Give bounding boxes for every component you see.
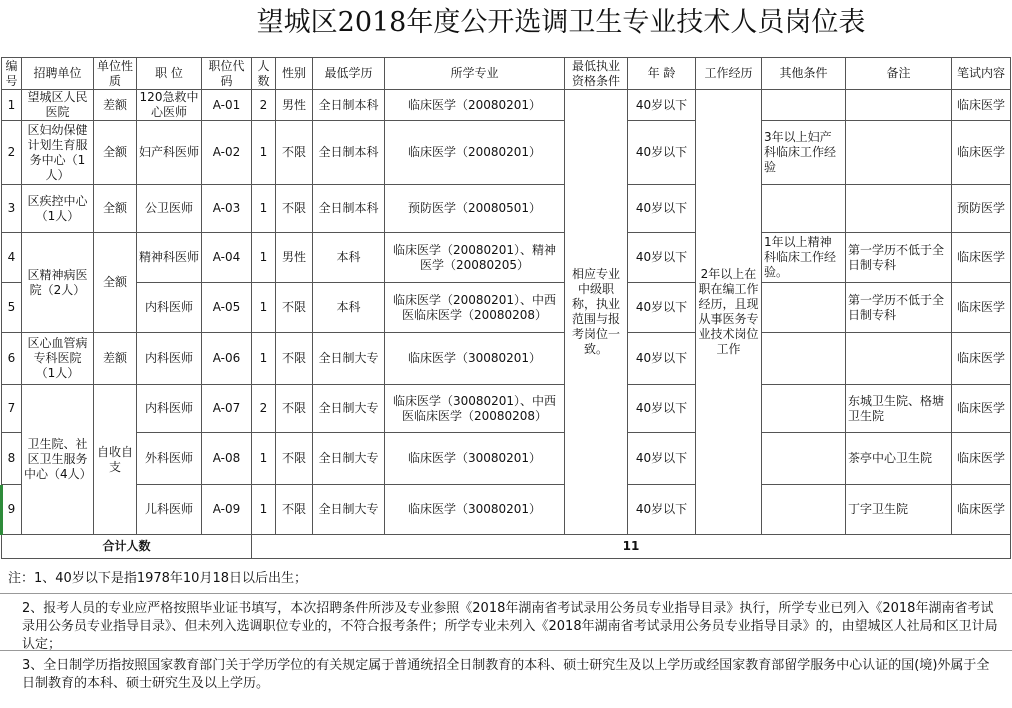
- cell-major: 临床医学（30080201）: [385, 485, 565, 535]
- cell-count: 1: [252, 233, 276, 283]
- cell-no: 4: [2, 233, 22, 283]
- cell-position: 120急救中心医师: [137, 90, 202, 121]
- table-row: [2, 333, 1011, 385]
- header-age: 年 龄: [628, 58, 696, 90]
- cell-other: [762, 283, 846, 333]
- cell-unit: 区精神病医院（2人）: [22, 233, 94, 333]
- table-row: [2, 90, 1011, 121]
- cell-education: 全日制大专: [313, 485, 385, 535]
- cell-unit: 区妇幼保健计划生育服务中心（1人）: [22, 121, 94, 185]
- cell-count: 2: [252, 90, 276, 121]
- cell-code: A-07: [202, 385, 252, 433]
- cell-education: 全日制大专: [313, 433, 385, 485]
- total-value: 11: [252, 535, 1011, 559]
- cell-unit-type: 自收自支: [94, 385, 137, 535]
- cell-remark: [846, 185, 952, 233]
- cell-major: 临床医学（30080201）: [385, 333, 565, 385]
- notes-section: [0, 565, 1012, 693]
- cell-unit: 卫生院、社区卫生服务中心（4人）: [22, 385, 94, 535]
- cell-gender: 不限: [276, 283, 313, 333]
- header-gender: 性别: [276, 58, 313, 90]
- cell-position: 内科医师: [137, 385, 202, 433]
- cell-no: 5: [2, 283, 22, 333]
- cell-no: 3: [2, 185, 22, 233]
- cell-major: 临床医学（30080201）、中西医临床医学（20080208）: [385, 385, 565, 433]
- cell-position: 内科医师: [137, 333, 202, 385]
- cell-gender: 不限: [276, 385, 313, 433]
- cell-code: A-09: [202, 485, 252, 535]
- cell-code: A-04: [202, 233, 252, 283]
- cell-count: 2: [252, 385, 276, 433]
- cell-education: 全日制本科: [313, 90, 385, 121]
- cell-unit-type: 全额: [94, 185, 137, 233]
- cell-major: 预防医学（20080501）: [385, 185, 565, 233]
- cell-remark: [846, 333, 952, 385]
- cell-license-merged: 相应专业中级职称，执业范围与报考岗位一致。: [565, 90, 628, 535]
- header-license: 最低执业资格条件: [565, 58, 628, 90]
- cell-exam: 临床医学: [952, 121, 1011, 185]
- cell-count: 1: [252, 121, 276, 185]
- cell-count: 1: [252, 433, 276, 485]
- cell-remark: 茶亭中心卫生院: [846, 433, 952, 485]
- cell-other: [762, 485, 846, 535]
- cell-age: 40岁以下: [628, 185, 696, 233]
- cell-exam: 临床医学: [952, 433, 1011, 485]
- cell-age: 40岁以下: [628, 233, 696, 283]
- cell-position: 妇产科医师: [137, 121, 202, 185]
- cell-other: [762, 333, 846, 385]
- cell-position: 儿科医师: [137, 485, 202, 535]
- cell-gender: 不限: [276, 485, 313, 535]
- cell-remark: 第一学历不低于全日制专科: [846, 233, 952, 283]
- cell-code: A-01: [202, 90, 252, 121]
- cell-exam: 临床医学: [952, 485, 1011, 535]
- cell-major: 临床医学（20080201）、中西医临床医学（20080208）: [385, 283, 565, 333]
- cell-no: 9: [2, 485, 22, 535]
- cell-education: 全日制大专: [313, 333, 385, 385]
- cell-exam: 临床医学: [952, 233, 1011, 283]
- cell-education: 本科: [313, 233, 385, 283]
- cell-position: 精神科医师: [137, 233, 202, 283]
- cell-exam: 预防医学: [952, 185, 1011, 233]
- cell-major: 临床医学（20080201）: [385, 121, 565, 185]
- cell-other: [762, 185, 846, 233]
- cell-other: [762, 90, 846, 121]
- cell-unit-type: 差额: [94, 333, 137, 385]
- cell-gender: 男性: [276, 90, 313, 121]
- cell-education: 本科: [313, 283, 385, 333]
- cell-gender: 不限: [276, 185, 313, 233]
- cell-age: 40岁以下: [628, 121, 696, 185]
- cell-major: 临床医学（20080201）、精神医学（20080205）: [385, 233, 565, 283]
- header-code: 职位代码: [202, 58, 252, 90]
- table-row: [2, 233, 1011, 283]
- cell-education: 全日制本科: [313, 185, 385, 233]
- table-header-row: [2, 58, 1011, 90]
- cell-position: 公卫医师: [137, 185, 202, 233]
- header-unit: 招聘单位: [22, 58, 94, 90]
- cell-count: 1: [252, 185, 276, 233]
- cell-count: 1: [252, 283, 276, 333]
- header-education: 最低学历: [313, 58, 385, 90]
- cell-other: [762, 433, 846, 485]
- header-other: 其他条件: [762, 58, 846, 90]
- cell-major: 临床医学（30080201）: [385, 433, 565, 485]
- cell-unit-type: 差额: [94, 90, 137, 121]
- table-row: [2, 185, 1011, 233]
- table-row: [2, 433, 1011, 485]
- cell-exam: 临床医学: [952, 283, 1011, 333]
- header-experience: 工作经历: [696, 58, 762, 90]
- table-row: [2, 385, 1011, 433]
- cell-education: 全日制本科: [313, 121, 385, 185]
- header-remark: 备注: [846, 58, 952, 90]
- table-row: [2, 485, 1011, 535]
- header-exam: 笔试内容: [952, 58, 1011, 90]
- cell-unit: 区疾控中心（1人）: [22, 185, 94, 233]
- note-1: 注：1、40岁以下是指1978年10月18日以后出生；: [0, 565, 1012, 594]
- cell-age: 40岁以下: [628, 283, 696, 333]
- cell-count: 1: [252, 333, 276, 385]
- total-row: [2, 535, 1011, 559]
- cell-experience-merged: 2年以上在职在编工作经历，且现从事医务专业技术岗位工作: [696, 90, 762, 535]
- note-2: 2、报考人员的专业应严格按照毕业证书填写，本次招聘条件所涉及专业参照《2018年湖南省考试录用公务员专业指导目录》执行，所学专业已列入《2018年湖南省考试录用公务员专业指导目录》、但未列入选调职位专业的，不符合报考条件；所学专业未列入《2018年湖南省考试录用公务员专业指导目录》的，由望城区人社局和区卫计局认定；: [0, 594, 1012, 651]
- cell-age: 40岁以下: [628, 333, 696, 385]
- cell-code: A-06: [202, 333, 252, 385]
- cell-count: 1: [252, 485, 276, 535]
- cell-unit: 望城区人民医院: [22, 90, 94, 121]
- cell-gender: 不限: [276, 333, 313, 385]
- note-3: 3、全日制学历指按照国家教育部门关于学历学位的有关规定属于普通统招全日制教育的本科、硕士研究生及以上学历或经国家教育部留学服务中心认证的国(境)外属于全日制教育的本科、硕士研究生及以上学历。: [22, 658, 990, 691]
- cell-unit-type: 全额: [94, 233, 137, 333]
- header-no: 编号: [2, 58, 22, 90]
- cell-unit: 区心血管病专科医院（1人）: [22, 333, 94, 385]
- header-major: 所学专业: [385, 58, 565, 90]
- cell-no: 7: [2, 385, 22, 433]
- cell-remark: 丁字卫生院: [846, 485, 952, 535]
- cell-other: [762, 385, 846, 433]
- cell-age: 40岁以下: [628, 385, 696, 433]
- cell-other: 1年以上精神科临床工作经验。: [762, 233, 846, 283]
- cell-no: 6: [2, 333, 22, 385]
- header-unit-type: 单位性质: [94, 58, 137, 90]
- cell-no: 8: [2, 433, 22, 485]
- page-title: 望城区2018年度公开选调卫生专业技术人员岗位表: [256, 7, 866, 38]
- positions-table: [1, 57, 1011, 559]
- cell-age: 40岁以下: [628, 485, 696, 535]
- cell-no: 1: [2, 90, 22, 121]
- cell-code: A-05: [202, 283, 252, 333]
- cell-code: A-02: [202, 121, 252, 185]
- table-row: [2, 121, 1011, 185]
- cell-education: 全日制大专: [313, 385, 385, 433]
- cell-remark: [846, 121, 952, 185]
- cell-no: 2: [2, 121, 22, 185]
- cell-age: 40岁以下: [628, 433, 696, 485]
- cell-major: 临床医学（20080201）: [385, 90, 565, 121]
- cell-remark: 第一学历不低于全日制专科: [846, 283, 952, 333]
- cell-gender: 不限: [276, 121, 313, 185]
- cell-exam: 临床医学: [952, 90, 1011, 121]
- table-row: [2, 283, 1011, 333]
- row-selection-marker: [0, 485, 3, 535]
- cell-remark: [846, 90, 952, 121]
- cell-unit-type: 全额: [94, 121, 137, 185]
- cell-gender: 男性: [276, 233, 313, 283]
- cell-exam: 临床医学: [952, 385, 1011, 433]
- cell-other: 3年以上妇产科临床工作经验: [762, 121, 846, 185]
- cell-age: 40岁以下: [628, 90, 696, 121]
- cell-code: A-03: [202, 185, 252, 233]
- cell-gender: 不限: [276, 433, 313, 485]
- header-count: 人数: [252, 58, 276, 90]
- cell-remark: 东城卫生院、格塘卫生院: [846, 385, 952, 433]
- cell-position: 内科医师: [137, 283, 202, 333]
- header-position: 职 位: [137, 58, 202, 90]
- total-label: 合计人数: [2, 535, 252, 559]
- cell-code: A-08: [202, 433, 252, 485]
- cell-position: 外科医师: [137, 433, 202, 485]
- cell-exam: 临床医学: [952, 333, 1011, 385]
